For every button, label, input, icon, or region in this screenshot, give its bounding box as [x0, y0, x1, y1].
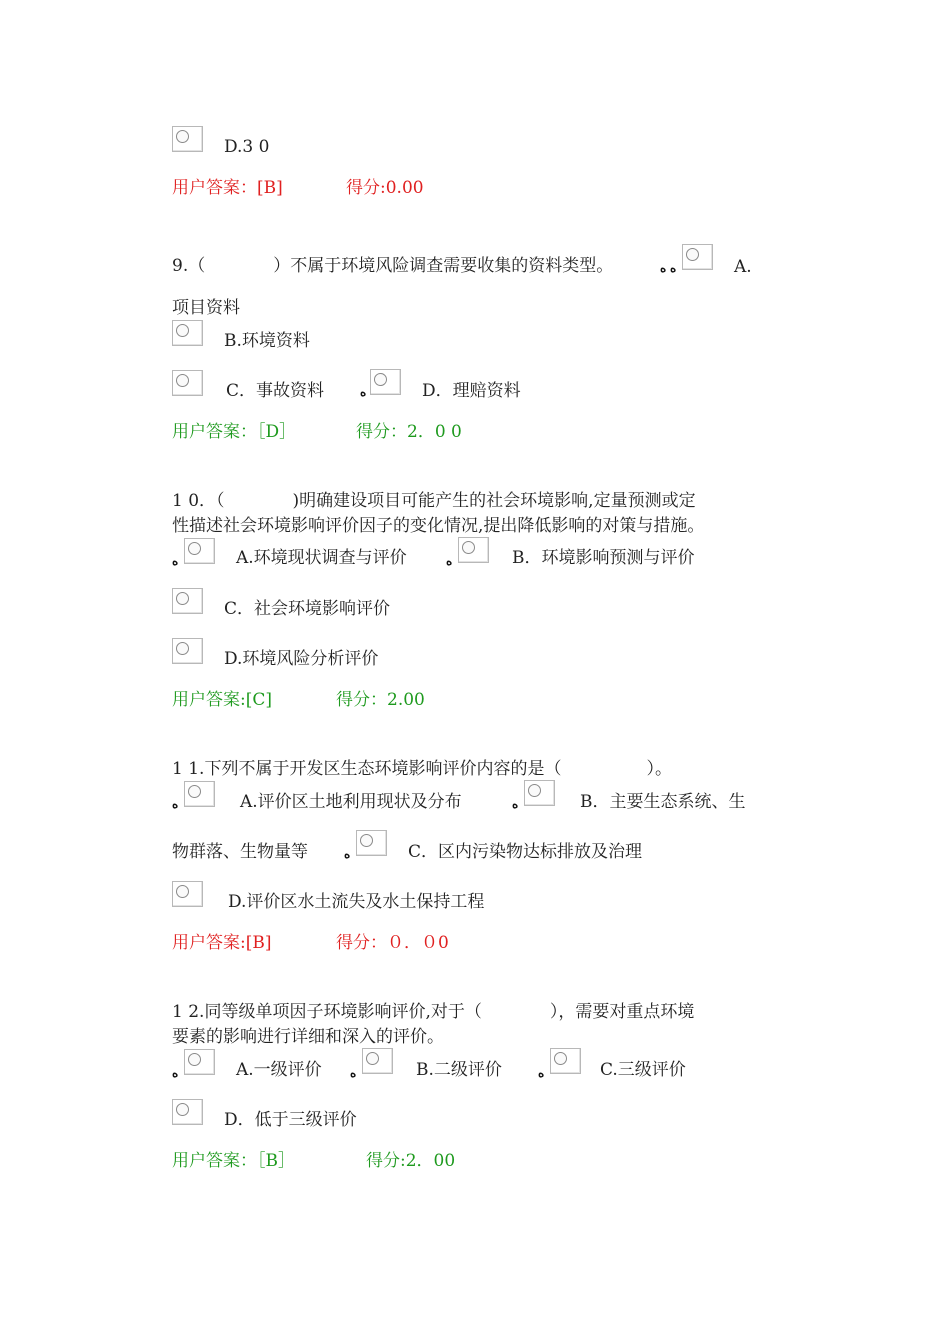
- q9-marker-icon: ه: [360, 385, 367, 399]
- q11-option-d-radio[interactable]: [172, 881, 203, 907]
- q10-marker-icon: ه: [446, 554, 453, 568]
- q11-stem: 1 1.下列不属于开发区生态环境影响评价内容的是（ ）。: [172, 759, 672, 779]
- q12-option-a-label: A.一级评价: [236, 1060, 322, 1080]
- q10-option-c-radio[interactable]: [172, 588, 203, 614]
- q8-user-answer: 用户答案：[B]: [172, 178, 283, 198]
- q11-user-answer: 用户答案:[B]: [172, 933, 272, 953]
- q10-option-d-label: D.环境风险分析评价: [224, 649, 379, 669]
- q11-marker-icon: ه: [344, 847, 351, 861]
- q9-option-a-radio[interactable]: [682, 244, 713, 270]
- q12-option-b-radio[interactable]: [362, 1048, 393, 1074]
- q11-option-c-radio[interactable]: [356, 830, 387, 856]
- q10-option-a-label: A.环境现状调查与评价: [236, 548, 407, 568]
- q12-stem-line1: 1 2.同等级单项因子环境影响评价,对于（ ），需要对重点环境: [172, 1002, 695, 1022]
- q10-stem-line1: 1 0．（ )明确建设项目可能产生的社会环境影响,定量预测或定: [172, 491, 696, 511]
- q10-option-c-label: C．社会环境影响评价: [224, 599, 391, 619]
- q9-option-d-label: D．理赔资料: [422, 381, 521, 401]
- q12-stem-line2: 要素的影响进行详细和深入的评价。: [172, 1027, 444, 1047]
- q8-score: 得分:0.00: [346, 178, 424, 198]
- q8-option-d-label: D.3 0: [224, 137, 270, 157]
- q11-option-b-radio[interactable]: [524, 780, 555, 806]
- q9-marker-icon: ه: [660, 261, 667, 275]
- q9-option-b-radio[interactable]: [172, 320, 203, 346]
- q10-option-b-radio[interactable]: [458, 537, 489, 563]
- q11-option-a-radio[interactable]: [184, 781, 215, 807]
- q10-option-d-radio[interactable]: [172, 638, 203, 664]
- q9-option-a-label-cont: 项目资料: [172, 298, 240, 318]
- q12-option-a-radio[interactable]: [184, 1049, 215, 1075]
- q12-option-c-label: C.三级评价: [600, 1060, 686, 1080]
- q9-stem: 9.（ ）不属于环境风险调查需要收集的资料类型。: [172, 256, 614, 276]
- q12-marker-icon: ه: [538, 1066, 545, 1080]
- q9-option-a-label: A.: [734, 257, 752, 277]
- q10-stem-line2: 性描述社会环境影响评价因子的变化情况,提出降低影响的对策与措施。: [172, 516, 705, 536]
- q12-option-d-label: D．低于三级评价: [224, 1110, 357, 1130]
- q12-marker-icon: ه: [350, 1066, 357, 1080]
- q11-option-d-label: D.评价区水土流失及水土保持工程: [228, 892, 485, 912]
- q11-option-b-label-cont: 物群落、生物量等: [172, 842, 308, 862]
- q11-marker-icon: ه: [172, 797, 179, 811]
- q11-score: 得分：０．０0: [336, 933, 449, 953]
- q9-score: 得分：2．0 0: [356, 422, 462, 442]
- q8-option-d-radio[interactable]: [172, 126, 203, 152]
- q11-option-c-label: C．区内污染物达标排放及治理: [408, 842, 643, 862]
- q11-marker-icon: ه: [512, 797, 519, 811]
- q9-option-c-radio[interactable]: [172, 370, 203, 396]
- q10-user-answer: 用户答案:[C]: [172, 690, 272, 710]
- q9-marker-icon: ه: [670, 261, 677, 275]
- q10-option-b-label: B．环境影响预测与评价: [512, 548, 695, 568]
- q12-user-answer: 用户答案：［B］: [172, 1151, 295, 1171]
- q12-option-c-radio[interactable]: [550, 1048, 581, 1074]
- q12-option-d-radio[interactable]: [172, 1099, 203, 1125]
- q11-option-b-label: B．主要生态系统、生: [580, 792, 746, 812]
- q10-score: 得分：2.00: [336, 690, 425, 710]
- q12-score: 得分:2．00: [366, 1151, 456, 1171]
- q10-marker-icon: ه: [172, 554, 179, 568]
- q11-option-a-label: A.评价区土地利用现状及分布: [240, 792, 462, 812]
- q9-user-answer: 用户答案：［D］: [172, 422, 297, 442]
- q9-option-c-label: C．事故资料: [226, 381, 325, 401]
- q10-option-a-radio[interactable]: [184, 538, 215, 564]
- q9-option-b-label: B.环境资料: [224, 331, 310, 351]
- q12-marker-icon: ه: [172, 1066, 179, 1080]
- q12-option-b-label: B.二级评价: [416, 1060, 502, 1080]
- q9-option-d-radio[interactable]: [370, 369, 401, 395]
